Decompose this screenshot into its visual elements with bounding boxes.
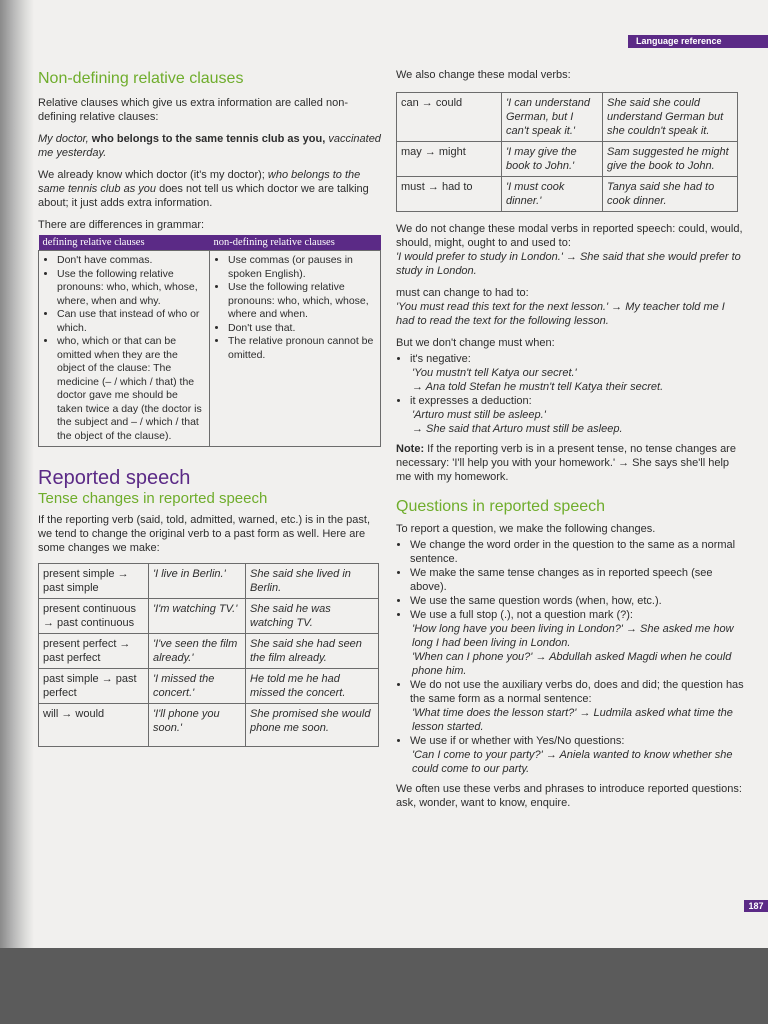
questions-intro: To report a question, we make the following changes. — [396, 523, 656, 535]
grammar-differences-label: There are differences in grammar: — [38, 219, 205, 231]
table-row: present continuous → past continuous 'I'm watching TV.' She said he was watching TV. — [39, 599, 379, 634]
note-paragraph: Note: If the reporting verb is in a present tense, no tense changes are necessary: 'I'll help you with your homework.' → She says she'll help me with my homework. — [396, 443, 736, 483]
list-item: • We use if or whether with Yes/No questions: 'Can I come to your party?' → Aniela wanted to know whether she could come to our party. — [410, 734, 746, 776]
must-change-example: 'You must read this text for the next lesson.' → My teacher told me I had to read the text for the following lesson. — [396, 301, 725, 327]
page-number: 187 — [744, 900, 768, 912]
list-item: • Use the following relative pronouns: who, which, whose, where and when. — [228, 281, 376, 322]
nondefining-cell — [210, 251, 381, 447]
unchanged-modals-text: We do not change these modal verbs in reported speech: could, would, should, might, ought to and used to: — [396, 223, 743, 249]
defining-header: defining relative clauses — [39, 235, 210, 251]
list-item: • We make the same tense changes as in reported speech (see above). — [410, 566, 746, 594]
questions-outro: We often use these verbs and phrases to introduce reported questions: ask, wonder, want to know, enquire. — [396, 783, 742, 809]
nondefining-explanation: We already know which doctor (it's my doctor); who belongs to the same tennis club as you does not tell us which doctor we are talking about; it just adds extra information. — [38, 169, 369, 209]
left-column — [38, 70, 383, 747]
list-item: • We change the word order in the question to the same as a normal sentence. — [410, 538, 746, 566]
nondefining-title: Non-defining relative clauses — [38, 70, 244, 87]
list-item: • We use the same question words (when, how, etc.). — [410, 594, 746, 608]
must-change-text: must can change to had to: — [396, 287, 529, 299]
list-item: • it's negative: 'You mustn't tell Katya our secret.' → Ana told Stefan he mustn't tell Katya their secret. — [410, 352, 746, 394]
table-row: may → might 'I may give the book to John.' Sam suggested he might give the book to John. — [397, 142, 738, 177]
questions-title: Questions in reported speech — [396, 498, 606, 515]
list-item: • Don't use that. — [228, 322, 376, 336]
nondefining-intro: Relative clauses which give us extra information are called non-defining relative clauses: — [38, 97, 348, 123]
page-binding-shadow — [0, 0, 34, 948]
table-row: present perfect → past perfect 'I've seen the film already.' She said she had seen the film already. — [39, 634, 379, 669]
tense-changes-subtitle: Tense changes in reported speech — [38, 490, 268, 507]
must-unchanged-list — [396, 352, 746, 436]
relative-clause-table — [38, 235, 381, 447]
modal-verbs-table — [396, 92, 738, 212]
list-item: • Use the following relative pronouns: who, which, whose, where, when and why. — [57, 268, 205, 309]
tense-changes-table — [38, 563, 379, 747]
must-unchanged-text: But we don't change must when: — [396, 337, 555, 349]
defining-cell — [39, 251, 210, 447]
list-item: • We use a full stop (.), not a question mark (?): 'How long have you been living in London?' → She asked me how long I had been living in London. 'When can I phone you?' → Abdullah asked Magdi when he could phone him. — [410, 608, 746, 678]
list-item: • We do not use the auxiliary verbs do, does and did; the question has the same form as a normal sentence: 'What time does the lesson start?' → Ludmila asked what time the lesson started. — [410, 678, 746, 734]
list-item: • Can use that instead of who or which. — [57, 308, 205, 335]
nondefining-example: My doctor, who belongs to the same tennis club as you, vaccinated me yesterday. — [38, 133, 381, 159]
list-item: • who, which or that can be omitted when they are the object of the clause: The medicine (– / which / that) the doctor gave me should be taken twice a day (the doctor is the subject and – / which / that the object of the clause). — [57, 335, 205, 443]
nondefining-header: non-defining relative clauses — [210, 235, 381, 251]
reported-speech-title: Reported speech — [38, 467, 191, 489]
list-item: • Use commas (or pauses in spoken English). — [228, 254, 376, 281]
list-item: • Don't have commas. — [57, 254, 205, 268]
reported-intro: If the reporting verb (said, told, admitted, warned, etc.) is in the past, we tend to change the original verb to a past form as well. Here are some changes we make: — [38, 514, 370, 554]
table-row: can → could 'I can understand German, but I can't speak it.' She said she could understand German but she couldn't speak it. — [397, 93, 738, 142]
unchanged-modals-example: 'I would prefer to study in London.' → She said that she would prefer to study in London. — [396, 251, 741, 277]
modal-intro: We also change these modal verbs: — [396, 69, 571, 81]
list-item: • The relative pronoun cannot be omitted. — [228, 335, 376, 362]
section-tab: Language reference — [628, 35, 768, 48]
questions-list — [396, 538, 746, 776]
table-row: will → would 'I'll phone you soon.' She promised she would phone me soon. — [39, 704, 379, 747]
list-item: • it expresses a deduction: 'Arturo must still be asleep.' → She said that Arturo must still be asleep. — [410, 394, 746, 436]
table-row: past simple → past perfect 'I missed the concert.' He told me he had missed the concert. — [39, 669, 379, 704]
table-row: present simple → past simple 'I live in Berlin.' She said she lived in Berlin. — [39, 564, 379, 599]
right-column — [396, 68, 746, 818]
table-row: must → had to 'I must cook dinner.' Tanya said she had to cook dinner. — [397, 177, 738, 212]
